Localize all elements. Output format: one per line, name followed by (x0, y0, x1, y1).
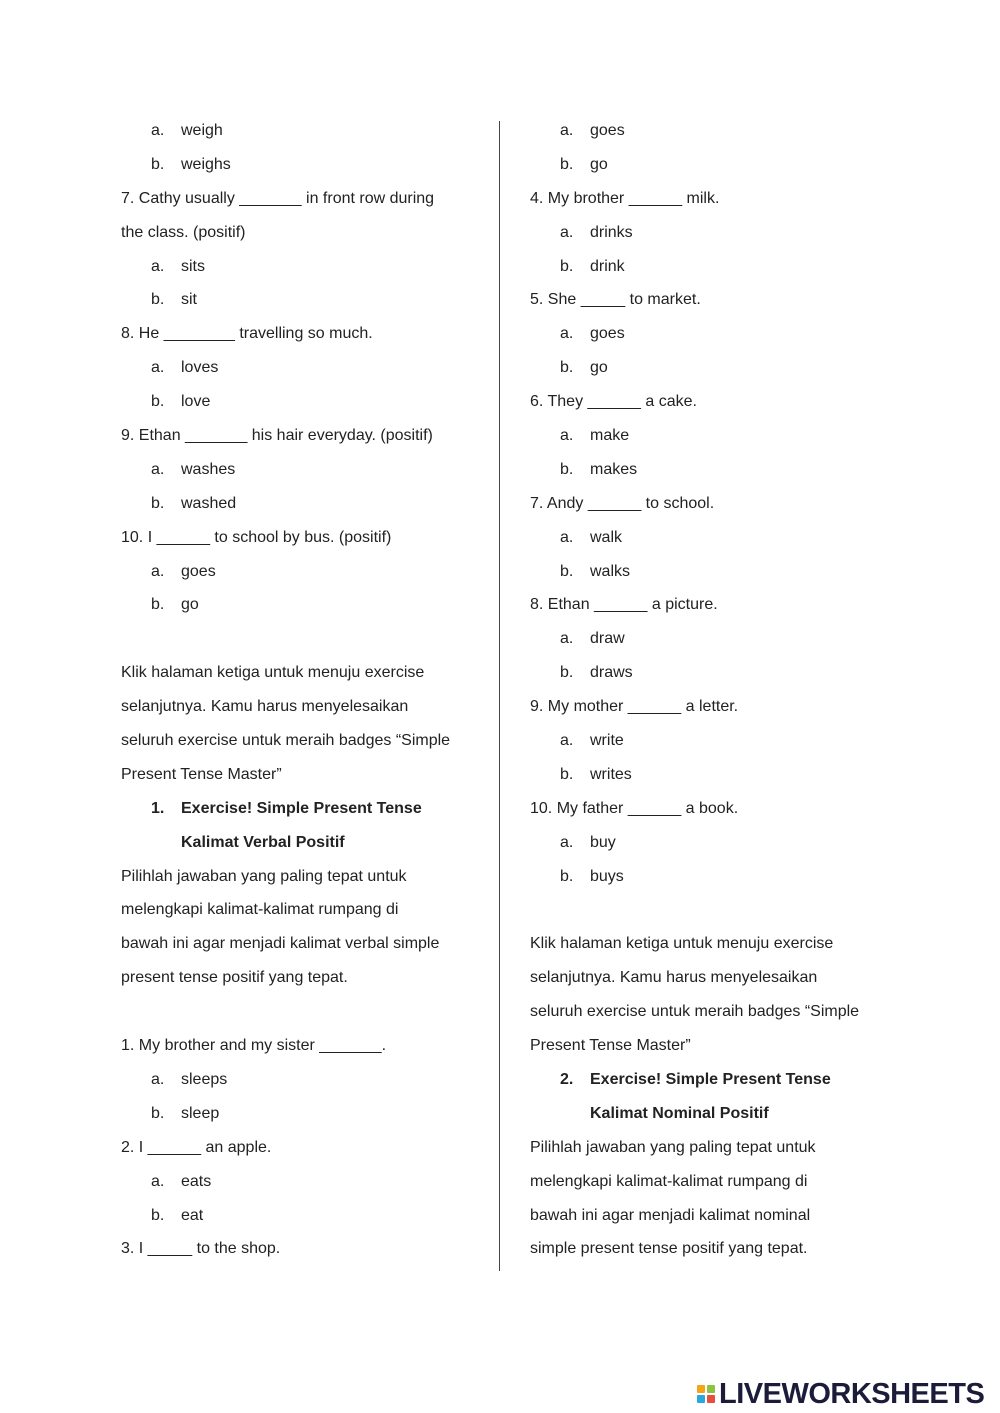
option-letter: b. (560, 359, 574, 377)
spacer (121, 995, 481, 1029)
option-letter: a. (151, 460, 165, 478)
option-text: go (590, 155, 608, 173)
question-text: 9. Ethan _______ his hair everyday. (positif) (121, 427, 433, 445)
question-text: 3. I _____ to the shop. (121, 1240, 281, 1258)
heading-number: 1. (151, 799, 165, 817)
answer-option[interactable] (530, 317, 890, 351)
option-letter: a. (151, 257, 165, 275)
option-text: sit (181, 291, 197, 309)
option-text: sleep (181, 1104, 220, 1122)
answer-option[interactable] (121, 555, 481, 589)
option-text: washed (181, 494, 237, 512)
option-letter: a. (560, 122, 574, 139)
answer-option[interactable] (530, 419, 890, 453)
paragraph-line: Pilihlah jawaban yang paling tepat untuk (121, 867, 407, 885)
option-text: draw (590, 630, 625, 648)
spacer (121, 622, 481, 656)
answer-option[interactable] (530, 860, 890, 894)
logo-square-3 (697, 1395, 705, 1403)
paragraph-line: melengkapi kalimat-kalimat rumpang di (530, 1172, 808, 1190)
option-letter: a. (151, 1070, 165, 1088)
liveworksheets-logo[interactable] (697, 1379, 984, 1409)
question-text: 5. She _____ to market. (530, 291, 701, 309)
paragraph-line: Present Tense Master” (530, 1037, 691, 1055)
answer-option[interactable] (121, 385, 481, 419)
question-text: 1. My brother and my sister _______. (121, 1037, 387, 1055)
column-divider (499, 121, 500, 1271)
question-text: 7. Andy ______ to school. (530, 494, 715, 512)
option-text: buy (590, 833, 616, 851)
question-text: 6. They ______ a cake. (530, 393, 697, 411)
paragraph-line: seluruh exercise untuk meraih badges “Simple (530, 1003, 860, 1021)
option-letter: a. (560, 732, 574, 750)
liveworksheets-logo-icon (697, 1385, 715, 1403)
option-text: walks (590, 562, 631, 580)
option-letter: a. (151, 122, 165, 139)
option-letter: b. (560, 257, 574, 275)
left-column (121, 114, 481, 1266)
answer-option[interactable] (121, 250, 481, 284)
option-letter: b. (151, 596, 165, 614)
paragraph-line: Present Tense Master” (121, 765, 282, 783)
heading-text: Exercise! Simple Present Tense (181, 799, 422, 817)
spacer (530, 893, 890, 927)
answer-option[interactable] (530, 114, 890, 148)
right-column (530, 114, 890, 1266)
option-letter: a. (560, 325, 574, 343)
answer-option[interactable] (121, 148, 481, 182)
option-text: love (181, 393, 211, 411)
answer-option[interactable] (121, 487, 481, 521)
option-letter: b. (151, 155, 165, 173)
answer-option[interactable] (530, 250, 890, 284)
option-letter: b. (560, 562, 574, 580)
question-text: 10. My father ______ a book. (530, 799, 739, 817)
logo-square-4 (707, 1395, 715, 1403)
paragraph-line: selanjutnya. Kamu harus menyelesaikan (121, 698, 409, 716)
paragraph-line: Pilihlah jawaban yang paling tepat untuk (530, 1138, 816, 1156)
option-text: goes (590, 325, 625, 343)
heading-text: Exercise! Simple Present Tense (590, 1070, 831, 1088)
option-letter: a. (151, 562, 165, 580)
option-letter: b. (151, 291, 165, 309)
option-letter: b. (151, 393, 165, 411)
option-letter: b. (560, 460, 574, 478)
answer-option[interactable] (530, 724, 890, 758)
option-letter: b. (560, 155, 574, 173)
question-text: 10. I ______ to school by bus. (positif) (121, 528, 392, 546)
option-text: makes (590, 460, 638, 478)
question-text: 8. He ________ travelling so much. (121, 325, 373, 343)
option-letter: b. (560, 765, 574, 783)
option-letter: b. (151, 1104, 165, 1122)
option-text: drinks (590, 223, 633, 241)
option-text: go (181, 596, 199, 614)
option-letter: b. (560, 867, 574, 885)
paragraph-line: selanjutnya. Kamu harus menyelesaikan (530, 969, 818, 987)
question-text: 9. My mother ______ a letter. (530, 698, 739, 716)
option-letter: a. (560, 833, 574, 851)
option-text: eat (181, 1206, 204, 1224)
option-text: writes (590, 765, 632, 783)
answer-option[interactable] (121, 1199, 481, 1233)
answer-option[interactable] (530, 622, 890, 656)
paragraph-line: the class. (positif) (121, 223, 246, 241)
option-text: drink (590, 257, 625, 275)
option-text: sits (181, 257, 205, 275)
option-letter: a. (560, 427, 574, 445)
answer-option[interactable] (121, 1165, 481, 1199)
option-text: sleeps (181, 1070, 228, 1088)
option-letter: a. (560, 528, 574, 546)
paragraph-line: Klik halaman ketiga untuk menuju exercise (530, 935, 834, 953)
answer-option[interactable] (530, 351, 890, 385)
answer-option[interactable] (530, 555, 890, 589)
option-letter: a. (151, 1172, 165, 1190)
paragraph-line: seluruh exercise untuk meraih badges “Simple (121, 732, 451, 750)
heading-number: 2. (560, 1070, 574, 1088)
paragraph-line: bawah ini agar menjadi kalimat nominal (530, 1206, 811, 1224)
answer-option[interactable] (530, 453, 890, 487)
answer-option[interactable] (121, 588, 481, 622)
answer-option[interactable] (530, 521, 890, 555)
option-letter: a. (560, 630, 574, 648)
answer-option[interactable] (530, 758, 890, 792)
option-letter: b. (151, 1206, 165, 1224)
answer-option[interactable] (530, 656, 890, 690)
option-text: goes (181, 562, 216, 580)
answer-option[interactable] (121, 283, 481, 317)
option-text: buys (590, 867, 624, 885)
option-text: washes (181, 460, 236, 478)
option-text: walk (590, 528, 623, 546)
answer-option[interactable] (530, 216, 890, 250)
exercise-heading (530, 1063, 890, 1097)
option-text: eats (181, 1172, 212, 1190)
logo-square-2 (707, 1385, 715, 1393)
exercise-subheading: Kalimat Verbal Positif (181, 833, 345, 851)
option-letter: a. (560, 223, 574, 241)
logo-square-1 (697, 1385, 705, 1393)
paragraph-line: Klik halaman ketiga untuk menuju exercise (121, 664, 425, 682)
option-text: write (590, 732, 624, 750)
option-text: draws (590, 664, 633, 682)
answer-option[interactable] (530, 148, 890, 182)
question-text: 2. I ______ an apple. (121, 1138, 272, 1156)
paragraph-line: present tense positif yang tepat. (121, 969, 348, 987)
paragraph-line: melengkapi kalimat-kalimat rumpang di (121, 901, 399, 919)
question-text: 4. My brother ______ milk. (530, 189, 720, 207)
answer-option[interactable] (121, 351, 481, 385)
option-text: weighs (181, 155, 231, 173)
option-text: make (590, 427, 630, 445)
answer-option[interactable] (121, 1097, 481, 1131)
answer-option[interactable] (530, 826, 890, 860)
answer-option[interactable] (121, 453, 481, 487)
paragraph-line: bawah ini agar menjadi kalimat verbal simple (121, 935, 440, 953)
exercise-subheading: Kalimat Nominal Positif (590, 1104, 769, 1122)
option-text: loves (181, 359, 219, 377)
option-text: weigh (181, 122, 223, 139)
option-letter: a. (151, 359, 165, 377)
question-text: 8. Ethan ______ a picture. (530, 596, 718, 614)
question-text: 7. Cathy usually _______ in front row during (121, 189, 435, 207)
option-text: goes (590, 122, 625, 139)
answer-option[interactable] (121, 114, 481, 148)
paragraph-line: simple present tense positif yang tepat. (530, 1240, 808, 1258)
exercise-heading (121, 792, 481, 826)
logo-text: LIVEWORKSHEETS (719, 1377, 985, 1410)
option-text: go (590, 359, 608, 377)
option-letter: b. (151, 494, 165, 512)
option-letter: b. (560, 664, 574, 682)
answer-option[interactable] (121, 1063, 481, 1097)
